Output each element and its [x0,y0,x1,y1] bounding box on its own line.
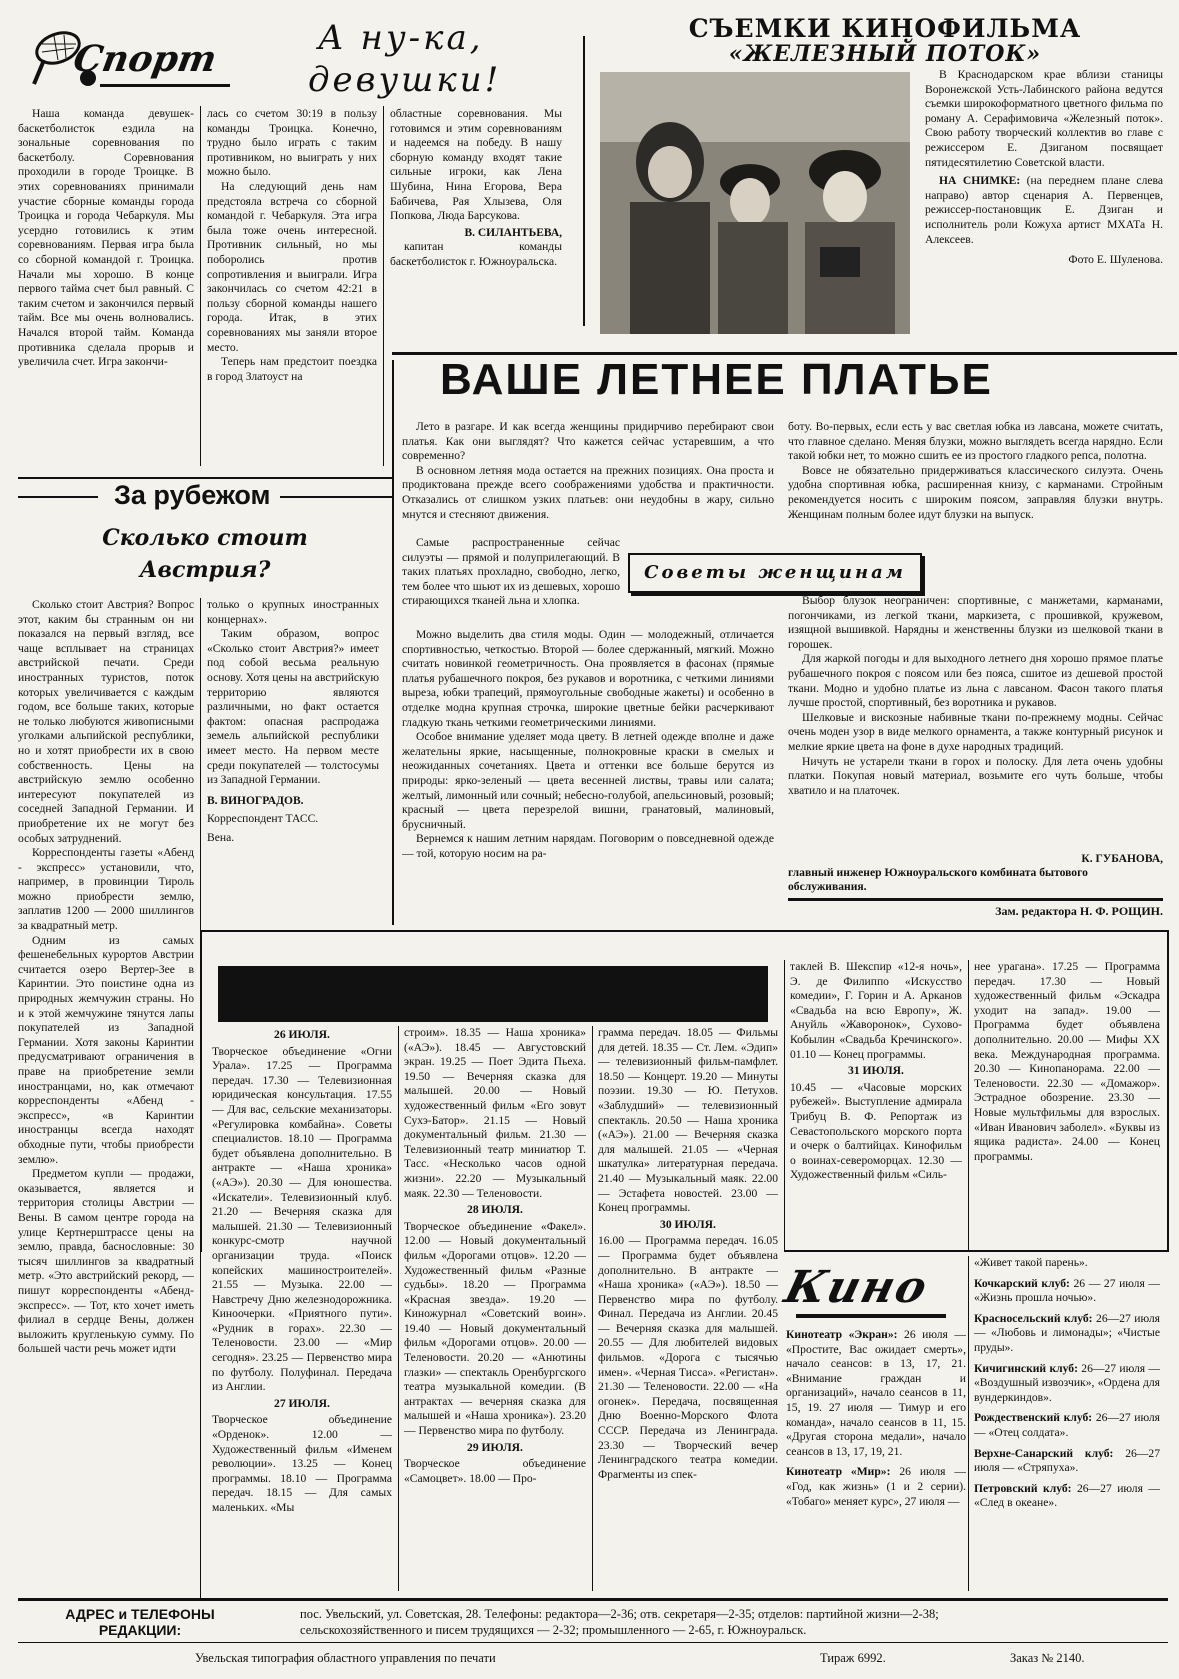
tv-day: 26 ИЮЛЯ. [274,1028,330,1041]
tv-col1 [212,1026,392,1591]
abroad-title-line2: Австрия? [139,557,271,583]
sport-article-col1 [18,107,194,467]
film-title-line1: СЪЕМКИ КИНОФИЛЬМА [688,14,1082,43]
dress-col2 [788,420,1163,548]
film-caption-lead: НА СНИМКЕ: [939,174,1021,188]
film-caption-text: (на переднем плане слева направо) автор сценария А. Первенцев, режиссер-постановщик Е. Дзиган и исполнитель роли Кожуха артист МХАТа Н. Алексеев. [925,174,1163,246]
kino-col1 [786,1328,966,1590]
tv-listing: нее урагана». 17.25 — Программа передач. 17.30 — Новый художественный фильм «Эскадра уходит на запад». 19.00 — Программа будет объявлена дополнительно. 20.00 — Мифы XX века. Международная программа. 20.30 — Кинопанорама. 22.00 — Теленовости. 22.30 — «Домажор». Эстрадное обозрение. 23.30 — Новые мультфильмы для взрослых. «Иван Иванович заболел». «Буквы из ящика радиста». 24.00 — Конец программы. [974,960,1160,1163]
abroad-paragraph: Предметом купли — продажи, оказывается, является и территория столицы Австрии — Вены. В самом центре города на улице Кертнерштрассе цены на землю, правда, баснословные: 30 тысяч шиллингов за квадратный метр. «Это австрийский рекорд, — пишут корреспонденты «Абенд-экспресс». — Тот, кто хочет иметь филиал в сердце Вены, должен выложить кругленькую сумму. По большей части речь может идти [18,1167,194,1356]
kino-listing: «Живет такой парень». [974,1256,1088,1269]
dress-author-role: главный инженер Южноуральского комбината бытового обслуживания. [788,866,1088,893]
sport-author: В. СИЛАНТЬЕВА, [464,226,562,239]
sport-paragraph: Теперь нам предстоит поездка в город Златоуст на [207,355,377,383]
dress-col1 [402,420,774,540]
tv-col2 [404,1026,586,1591]
kino-listing: Кинотеатр «Экран»: 26 июля — «Простите, Вас ожидает смерть», начало сеансов: в 13, 17, 21. «Внимание граждан и организаций», начало сеансов в 11, 15, 19. 27 июля — Тимур и его команда», начало сеансов в 11, 15. «Другая сторона медали», начало сеансов в 13, 17, 19, 21. [786,1328,966,1458]
tv-listing: Творческое объединение «Факел». 12.00 — Новый документальный фильм «Дорогами отцов». 12.20 — Художественный фильм «Разные судьбы». 18.20 — Программа «Красная звезда». 19.20 — Киножурнал «Советский воин». 19.40 — Новый документальный фильм «Дорогами отцов». 20.00 — Теленовости. 20.20 — «Анютины глазки» — спектакль Оренбургского театра музыкальной комедии. (В антрактах — вечерняя сказка для малышей и «Наша хроника»). 23.20 — Первенство мира по футболу. [404,1219,586,1438]
sport-article-col2 [207,107,377,467]
tv-header-block [218,966,768,1022]
footer-printer: Увельская типография областного управления по печати [195,1651,496,1665]
sport-paragraph: лась со счетом 30:19 в пользу команды Троицка. Конечно, трудно было играть с таким противником, но выиграть у них можно было. [207,107,377,179]
footer-label-line1: АДРЕС и ТЕЛЕФОНЫ [65,1606,215,1622]
sport-article-col3 [390,107,562,357]
abroad-author: В. ВИНОГРАДОВ. [207,794,304,807]
film-paragraph: В Краснодарском крае вблизи станицы Воронежской Усть-Лабинского района ведутся съемки широкоформатного цветного фильма по роману А. Серафимовича «Железный поток». Свою работу творческий коллектив во главе с режиссером Е. Дзиганом посвящает пятидесятилетию Советской власти. [925,68,1163,169]
dress-paragraph: Шелковые и вискозные набивные ткани по-прежнему модны. Сейчас очень моден узор в виде мелкого орнамента, а также контурный рисунок и мелкие яркие цвета на фоне в духе народных традиций. [788,710,1163,753]
kino-listing: Кинотеатр «Мир»: 26 июля — «Год, как жизнь» (1 и 2 серии). «Тобаго» меняет курс», 27 июля — [786,1465,966,1508]
dress-paragraph: Особое внимание уделяет мода цвету. В летней одежде вполне и даже желательны яркие, насыщенные, полнокровные краски в смелых и неожиданных сочетаниях. Цвета и оттенки все больше берутся из природы: ярко-зеленый — цвета весенней листвы, травы или салата; желтый, лимонный или сочный; небесно-голубой, апельсиновый, розовый; красный — цвета перезрелой вишни, гранатовый, малиновый, брусничный. [402,730,774,831]
abroad-place: Вена. [207,830,235,844]
tv-col3 [598,1026,778,1591]
dress-rubric-text: Советы женщинам [644,562,906,583]
film-caption [925,174,1163,247]
sport-headline-line2: девушки! [308,60,502,100]
footer-circulation: Тираж 6992. [820,1651,886,1665]
abroad-title-line1: Сколько стоит [102,525,308,551]
dress-paragraph: Можно выделить два стиля моды. Один — молодежный, отличается спортивностью, четкостью. Второй — более сдержанный, мягкий. Можно считать новинкой геометричность. Она проявляется в фасонах (прямые платья рубашечного покроя, без рукавов и воротника, с четкими линиями выреза, юбки трапеций, прямоугольные свободные жакеты) и особенно в отделке модна крупная строчка, широкие цветные бейки расчеркивают гладкую ткань четкими геометрическими линиями. [402,628,774,729]
sport-headline-line1: А ну-ка, [318,18,484,58]
tv-day: 29 ИЮЛЯ. [467,1440,523,1454]
tv-col4 [790,960,962,1250]
abroad-paragraph: Одним из самых фешенебельных курортов Австрии считается озеро Вертер-Зее в Каринтии. Это поистине одна из природных жемчужин страны. Но и к этой жемчужине тянутся лапы покупателей из Западной Германии. Хотя законы Каринтии предусматривают ограничения в праве на приобретение земли иностранцами, но, как отмечают корреспонденты «Абенд - экспресс», «в Каринтии иностранцы всегда находят обходные пути, чтобы приобрести землю». [18,933,194,1166]
kino-listing: Верхне-Санарский клуб: 26—27 июля — «Стряпуха». [974,1446,1160,1475]
abroad-title [60,522,350,586]
film-photo [600,72,910,334]
sport-paragraph: областные соревнования. Мы готовимся и этим соревнованиям и надеемся на победу. В нашу сборную команду входят такие сильные игроки, как Лена Шубина, Нина Егорова, Вера Бабичева, Рая Хлызева, Оля Попкова, Люда Барсукова. [390,107,562,223]
tv-listing: 16.00 — Программа передач. 16.05 — Программа будет объявлена дополнительно. В антракте — «Наша хроника» («АЭ»). 18.50 — Первенство мира по футболу. Финал. Передача из Англии. 20.45 — Вечерняя сказка для малышей. 20.55 — Для любителей видовых фильмов. «Дорога с тысячью имен». «Черная Тисса». «Регистан». 21.30 — Теленовости. 22.00 — «На огонек». Передача, посвященная Дню Военно-Морского Флота СССР. Передача из Ленинграда. 23.30 — Творческий вечер Ленинградского театра комедии. Фрагменты из спек- [598,1234,778,1481]
tv-listing: 10.45 — «Часовые морских рубежей». Выступление адмирала Трибуц В. Ф. Репортаж из Севастопольского морского порта и очерк о балтийцах. Кинофильм о воинах-североморцах. 12.30 — Художественный фильм «Силь- [790,1080,962,1182]
dress-col1-narrow [402,536,620,628]
kino-listing: Красносельский клуб: 26—27 июля — «Любовь и лимонады»; «Чистые пруды». [974,1311,1160,1354]
dress-col2-cont [788,594,1163,849]
kino-listing: Рождественский клуб: 26—27 июля — «Отец солдата». [974,1411,1160,1439]
abroad-paragraph: Таким образом, вопрос «Сколько стоит Австрия?» имеет под собой весьма реальную основу. Хотя цены на австрийскую территорию являются различными, но факт остается фактом: опасная распродажа земель альпийской республики имеет место. На первом месте среди покупателей — толстосумы из Западной Германии. [207,627,379,787]
footer-address [300,1606,1160,1638]
footer-order: Заказ № 2140. [1010,1651,1085,1665]
dress-paragraph: Для жаркой погоды и для выходного летнего дня хорошо прямое платье рубашечного покроя с поясом или без пояса, сшитое из дешевой простой ткани. Модно и удобно платье из льна с лавсаном. Фасон такого платья лучше простой, спортивный, без воротника и рукавов. [788,652,1163,710]
sport-paragraph: Наша команда девушек-баскетболисток ездила на зональные соревнования по баскетболу. Соревнования проходили в городе Троицке. В этих соревнованиях принимали участие сборные команды города Троицка и города Чебаркуля. Мы усердно готовились к этим соревнованиям. Первая игра была со сборной командой г. Троицка. Начали мы хорошо. В конце первого тайма счет был равный. С таким счетом и закончился первый тайм. Все мы очень волновались. Начался второй тайм. Команда противника сделала прорыв и увеличила счет. Игра закончи- [18,107,194,369]
tv-listing: Творческое объединение «Огни Урала». 17.25 — Программа передач. 17.30 — Телевизионная юридическая консультация. 17.55 — Для вас, сельские механизаторы. «Регулировка комбайна». Советы специалистов. 18.10 — Программа будет объявлена дополнительно. В антракте — «Наша хроника» («АЭ»). 20.30 — Для юношества. «Искатели». Телевизионный клуб. 21.20 — Вечерняя сказка для малышей. 21.30 — Телевизионный конкурс-смотр научной организации труда. «Поиск копейских машиностроителей». 21.55 — Музыка. 22.00 — Навстречу Дню железнодорожника. Киноочерки. «Приятного пути». «Рудник в горах». 22.30 — Теленовости. 23.00 — «Мир сегодня». 23.25 — Первенство мира по футболу. Полуфинал. Передача из Англии. [212,1044,392,1394]
kino-listing: Петровский клуб: 26—27 июля — «След в океане». [974,1481,1160,1510]
abroad-col1 [18,598,194,1598]
dress-author: К. ГУБАНОВА, [1081,853,1163,865]
sport-author-role: капитан команды баскетболисток г. Южноуральска. [390,240,562,268]
abroad-col2 [207,598,379,928]
kino-logo [779,1262,966,1332]
abroad-paragraph: Корреспонденты газеты «Абенд - экспресс» установили, что, например, в провинции Тироль можно приобрести землю, заплатив 1200 — 2000 шиллингов за квадратный метр. [18,846,194,933]
film-title-line2: «ЖЕЛЕЗНЫЙ ПОТОК» [728,41,1042,67]
film-photo-image [600,72,910,334]
footer-address-line1: пос. Увельский, ул. Советская, 28. Телефоны: редактора—2-36; отв. секретаря—2-35; отделов: партийной жизни—2-38; [300,1607,939,1621]
footer-label-line2: РЕДАКЦИИ: [98,1622,182,1638]
dress-paragraph: Ничуть не устарели ткани в горох и полоску. Для лета очень удобны платки. Покупая новый материал, возьмите его чуть больше, чтобы хватило и на платочек. [788,754,1163,797]
tv-col5 [974,960,1160,1250]
sport-logo-text: Спорт [70,38,220,80]
dress-paragraph: В основном летняя мода остается на прежних позициях. Она проста и продиктована прежде всего соображениями удобства и практичности. Отказались от слишком узких платьев: они неудобны в жару, сильно мнутся и стесняют движения. [402,463,774,521]
film-photo-credit: Фото Е. Шуленова. [1068,253,1163,267]
tv-day: 30 ИЮЛЯ. [660,1217,716,1231]
dress-headline: ВАШЕ ЛЕТНЕЕ ПЛАТЬЕ [440,355,993,404]
film-title [600,14,1170,67]
tv-listing: Творческое объединение «Орденок». 12.00 — Художественный фильм «Именем революции». 13.25 — Конец программы. 18.10 — Программа передач. 18.15 — Для самых маленьких. «Мы [212,1413,392,1514]
film-text [925,68,1163,316]
kino-listing: Кочкарский клуб: 26 — 27 июля — «Жизнь прошла ночью». [974,1276,1160,1305]
tv-listing: строим». 18.35 — Наша хроника» («АЭ»). 18.45 — Августовский экран. 19.25 — Поет Эдита Пьеха. 19.50 — Вечерняя сказка для малышей. 20.00 — Новый художественный фильм «Его зовут Сухэ-Батор». 21.15 — Новый документальный фильм. 21.30 — Телевизионный театр миниатюр Т. Тасс. «Несколько часов одной жизни». 22.20 — Музыкальный маяк. 22.30 — Теленовости. [404,1026,586,1200]
kino-listing: Кичигинский клуб: 26—27 июля — «Воздушный извозчик», «Ордена для вундеркиндов». [974,1361,1160,1404]
abroad-rubric-text: За рубежом [114,480,271,510]
kino-logo-text: Кино [779,1262,934,1313]
dress-paragraph: Вовсе не обязательно придерживаться классического силуэта. Очень удобна спортивная юбка, расширенная книзу, с карманами. Стройным рекомендуется носить с широким поясом, заправляя блузки внутрь. Женщинам полным более идут блузки на выпуск. [788,463,1163,521]
tv-day: 28 ИЮЛЯ. [467,1203,523,1217]
footer-address-label [30,1606,250,1638]
sport-logo [30,22,240,102]
dress-signature [788,852,1163,894]
kino-col2 [974,1256,1160,1591]
dress-rubric [628,553,922,593]
dress-paragraph: Лето в разгаре. И как всегда женщины придирчиво перебирают свои платья. Как они выглядят? Что кажется сейчас устаревшим, а что современно? [402,420,774,463]
tv-day: 27 ИЮЛЯ. [274,1396,330,1410]
tv-listing: таклей В. Шекспир «12-я ночь», Э. де Филиппо «Искусство комедии», Г. Горин и А. Арканов «Свадьба на всю Европу», Ж. Ануйль «Жаворонок», Сухово-Кобылин «Свадьба Кречинского». 01.10 — Конец программы. [790,960,962,1061]
sport-paragraph: На следующий день нам предстояла встреча со сборной командой г. Чебаркуля. Эта игра была тоже очень интересной. Противник сильный, но мы поборолись против сопротивления и выиграли. Игра закончилась со счетом 42:21 в пользу сборной команды нашего города. Итак, в этих соревнованиях мы заняли второе место. [207,179,377,354]
tv-listing: Творческое объединение «Самоцвет». 18.00 — Про- [404,1457,586,1485]
dress-paragraph: Вернемся к нашим летним нарядам. Поговорим о повседневной одежде — той, которую носим на ра- [402,832,774,860]
abroad-author-role: Корреспондент ТАСС. [207,812,319,826]
dress-paragraph: Выбор блузок неограничен: спортивные, с манжетами, карманами, погончиками, из легкой ткани, маркизета, с прошивкой, кружевом, изящной вышивкой. Нарядны и женственны блузки из шелковой ткани в горошек. [788,594,1163,651]
abroad-paragraph: только о крупных иностранных концернах». [207,598,379,626]
footer-address-line2: сельскохозяйственного и писем трудящихся — 2-32; промышленного — 2-65, г. Южноуральск. [300,1623,807,1637]
editor-credit: Зам. редактора Н. Ф. РОЩИН. [995,904,1163,918]
dress-paragraph: Самые распространенные сейчас силуэты — прямой и полуприлегающий. В таких платьях прохладно, свободно, легко, тем более что шьют их из дешевых, хорошо стирающихся тканей льна и хлопка. [402,536,620,608]
abroad-rubric [18,480,393,518]
dress-col1-cont [402,628,774,924]
tv-listing: грамма передач. 18.05 — Фильмы для детей. 18.35 — Ст. Лем. «Эдип» — телевизионный фильм-памфлет. 18.50 — Концерт. 19.20 — Минуты поэзии. 19.30 — Ю. Петухов. «Заблудший» — телевизионный спектакль. 20.50 — Наша хроника («АЭ»). 21.00 — Вечерняя сказка для малышей. 21.05 — «Черная шкатулка» литературная передача. 21.40 — Музыкальный маяк. 22.00 — Эстафета новостей. 23.00 — Конец программы. [598,1026,778,1215]
tv-day: 31 ИЮЛЯ. [848,1064,904,1078]
abroad-paragraph: Сколько стоит Австрия? Вопрос этот, каким бы странным он ни показался на первый взгляд, все чаще всплывает на страницах австрийской печати. Среди иностранных туристов, поток которых увеличивается с каждым годом, все больше таких, которые не только любуются живописными уголками альпийской республики, но и хотят приобрести их в свою собственность. Цены на австрийскую землю особенно интересуют покупателей из соседней Западной Германии. И приобретение их не могут без особых затруднений. [18,598,194,845]
dress-paragraph: боту. Во-первых, если есть у вас светлая юбка из лавсана, можете считать, что главное сделано. Меняя блузки, можно выглядеть всегда нарядно. Если такой юбки нет, то можно сшить ее из простого гладкого репса, полотна. [788,420,1163,463]
